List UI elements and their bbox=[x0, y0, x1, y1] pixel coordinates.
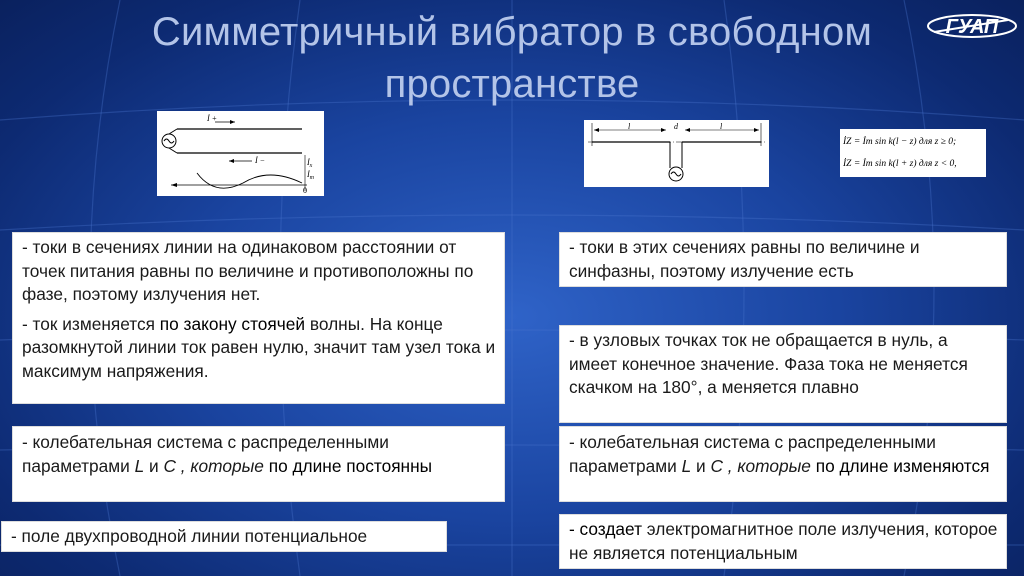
right-box-radiation-field bbox=[559, 514, 1007, 569]
logo-text: ГУАП bbox=[945, 16, 999, 38]
label-zero: 0 bbox=[303, 186, 307, 195]
right-box-3-text: - колебательная система с распределенными параметрами L и C , которые по длине изменяются bbox=[569, 432, 990, 476]
title-line-2: пространстве bbox=[384, 62, 640, 106]
label-d: d bbox=[674, 122, 678, 131]
label-l-left: l bbox=[628, 122, 631, 131]
guap-logo bbox=[920, 6, 1020, 46]
current-formula bbox=[840, 129, 986, 177]
right-box-1-text: - токи в этих сечениях равны по величине и синфазны, поэтому излучение есть bbox=[569, 237, 920, 281]
label-l-right: l bbox=[720, 122, 723, 131]
right-box-4-text: - создает электромагнитное поле излучения, которое не является потенциальным bbox=[569, 519, 998, 563]
dipole-figure bbox=[584, 120, 769, 187]
formula-line-1: İZ = İm sin k(l − z) для z ≥ 0; bbox=[843, 137, 957, 147]
title-line-1: Симметричный вибратор в свободном bbox=[151, 10, 873, 54]
slide-title bbox=[0, 6, 1024, 110]
right-box-node-points bbox=[559, 325, 1007, 423]
left-box-3-text: - поле двухпроводной линии потенциальное bbox=[11, 526, 368, 546]
label-i-plus: İ + bbox=[207, 114, 218, 123]
left-box-potential-field bbox=[1, 521, 447, 552]
left-box-1-paragraph-2: - ток изменяется по закону стоячей волны. На конце разомкнутой линии ток равен нулю, значит там узел тока и максимум напряжения. bbox=[22, 313, 496, 381]
right-box-cophasal-currents bbox=[559, 232, 1007, 287]
label-im: $İ_m$ bbox=[307, 170, 315, 181]
label-i-minus: İ − bbox=[255, 156, 266, 165]
formula-line-2: İZ = İm sin k(l + z) для z < 0, bbox=[843, 159, 957, 169]
left-box-two-wire-currents bbox=[12, 232, 505, 404]
left-box-2-text: - колебательная система с распределенными параметрами L и C , которые по длине постоянны bbox=[22, 432, 433, 476]
left-box-1-paragraph-1: - токи в сечениях линии на одинаковом расстоянии от точек питания равны по величине и противоположны по фазе, поэтому излучения нет. bbox=[22, 237, 474, 304]
label-ix: $İ_x$ bbox=[307, 158, 313, 169]
two-wire-line-figure bbox=[157, 111, 324, 196]
left-box-constant-parameters bbox=[12, 426, 505, 502]
right-box-varying-parameters bbox=[559, 426, 1007, 502]
right-box-2-text: - в узловых точках ток не обращается в нуль, а имеет конечное значение. Фаза тока не меняется скачком на 180°, а меняется плавно bbox=[569, 330, 968, 397]
